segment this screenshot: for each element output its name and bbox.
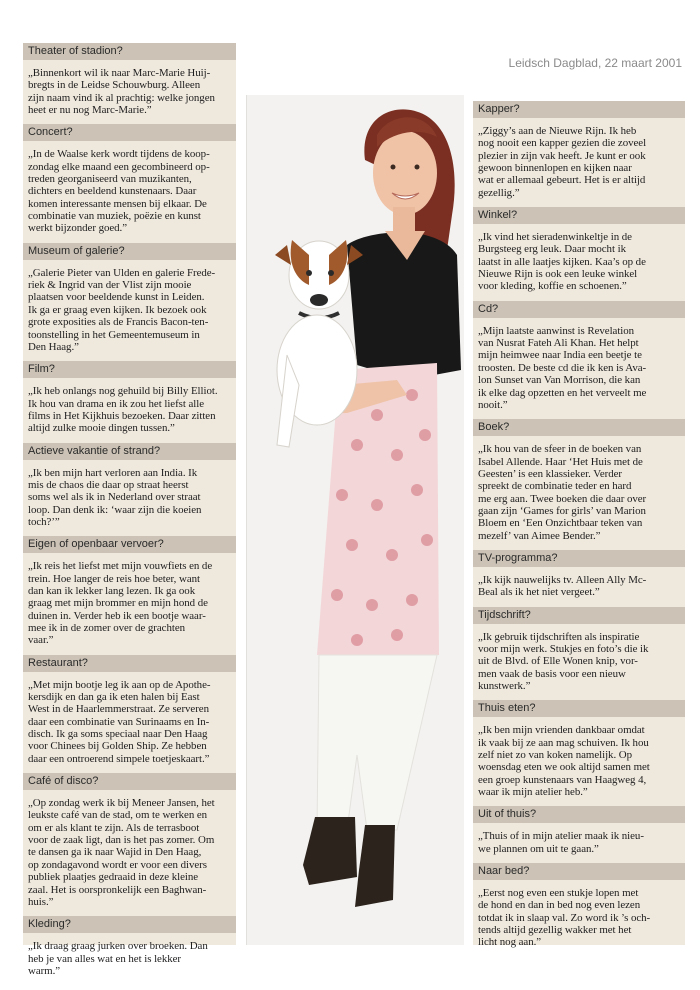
answer-line: te dansen ga ik naar Wajid in Den Haag, <box>28 846 202 859</box>
question-heading: TV-programma? <box>473 550 685 567</box>
answer-line: „Ik ben mijn vrienden dankbaar omdat <box>478 724 645 737</box>
answer-line: mis de chaos die daar op straat heerst <box>28 478 189 491</box>
answer-line: plezier in zijn vak heeft. Je kunt er ook <box>478 149 646 162</box>
answer-line: toch?’” <box>28 515 60 528</box>
answer-line: bregts in de Leidse Schouwburg. Alleen <box>28 79 201 92</box>
answer-line: treden georganiseerd van muzikanten, <box>28 173 192 186</box>
answer-text <box>473 574 685 599</box>
answer-line: combinatie van muziek, poëzie en kunst <box>28 210 201 223</box>
answer-line: me erg aan. Twee boeken die daar over <box>478 492 647 505</box>
answer-line: kersdijk en dan ga ik eten halen bij East <box>28 691 200 704</box>
question-heading: Kapper? <box>473 101 685 118</box>
question-heading: Thuis eten? <box>473 700 685 717</box>
answer-line: gaan zijn ‘Games for girls’ van Marion <box>478 504 646 517</box>
answer-line: „Eerst nog even een stukje lopen met <box>478 887 639 900</box>
answer-line: dichters en beeldend kunstenaars. Daar <box>28 185 197 198</box>
answer-line: graag met mijn brommer en mijn hond de <box>28 597 208 610</box>
answer-line: men vaak de basis voor een nieuw <box>478 667 626 680</box>
answer-line: publiek plaatjes gedraaid in deze kleine <box>28 871 199 884</box>
answer-line: films in Het Kijkhuis bezoeken. Daar zitten <box>28 409 216 422</box>
answer-line: nooit.” <box>478 398 508 411</box>
answer-text <box>23 267 236 353</box>
answer-line: voor de zaak ligt, dan is het pas zomer. Om <box>28 834 215 847</box>
answer-line: Bloem en ‘Een Onzichtbaar teken van <box>478 517 643 530</box>
answer-line: voor Chinees bij Golden Ship. Ze hebben <box>28 740 207 753</box>
answer-line: soms wel als ik in Nederland over straat <box>28 491 201 504</box>
answer-line: „Met mijn bootje leg ik aan op de Apothe- <box>28 678 211 691</box>
answer-line: „Op zondag werk ik bij Meneer Jansen, het <box>28 797 215 810</box>
answer-line: voor kleding, koffie en schoenen.” <box>478 280 627 293</box>
question-heading: Concert? <box>23 124 236 141</box>
answer-line: ik elke dag opzetten en het verveelt me <box>478 386 647 399</box>
answer-line: „Ziggy’s aan de Nieuwe Rijn. Ik heb <box>478 125 637 137</box>
question-heading: Tijdschrift? <box>473 607 685 624</box>
answer-line: daar een combinatie van Surinaams en In- <box>28 715 210 728</box>
answer-line: komen interessante mensen bij elkaar. De <box>28 197 207 210</box>
answer-line: we plannen om uit te gaan.” <box>478 842 599 855</box>
question-heading: Kleding? <box>23 916 236 933</box>
question-heading: Café of disco? <box>23 773 236 790</box>
answer-line: om er als klant te zijn. Als de terrasboot <box>28 821 200 834</box>
question-heading: Restaurant? <box>23 655 236 672</box>
question-heading: Boek? <box>473 419 685 436</box>
answer-line: licht nog aan.” <box>478 936 542 949</box>
answer-line: Nieuwe Rijn is ook een leuke winkel <box>478 268 638 281</box>
answer-line: voor mijn werk. Stukjes en foto’s die ik <box>478 642 649 655</box>
answer-text <box>473 724 685 798</box>
answer-line: „Ik vind het sieradenwinkeltje in de <box>478 231 632 244</box>
answer-line: Beal als ik het niet vergeet.” <box>478 586 600 599</box>
answer-line: mezelf’ van Aimee Bender.” <box>478 529 601 542</box>
answer-line: mee ik in de zomer over de grachten <box>28 622 185 634</box>
answer-line: vaar.” <box>28 634 54 647</box>
answer-line: tends altijd gezellig wakker met het <box>478 924 632 937</box>
answer-line: loop. Dan denk ik: ‘waar zijn die koeien <box>28 503 202 516</box>
answer-text <box>23 679 236 765</box>
source-caption: Leidsch Dagblad, 22 maart 2001 <box>508 56 682 70</box>
answer-line: mijn heimwee naar India een beetje te <box>478 349 642 362</box>
question-heading: Eigen of openbaar vervoer? <box>23 536 236 553</box>
answer-line: „Ik hou van de sfeer in de boeken van <box>478 443 642 456</box>
portrait-photo <box>246 95 464 945</box>
question-heading: Theater of stadion? <box>23 43 236 60</box>
answer-text <box>473 631 685 693</box>
answer-line: altijd zulke mooie dingen tussen.” <box>28 422 175 435</box>
answer-line: troosten. De beste cd die ik ken is Ava- <box>478 361 647 374</box>
answer-line: gezellig.” <box>478 186 520 199</box>
question-heading: Museum of galerie? <box>23 243 236 260</box>
answer-text <box>473 325 685 411</box>
question-heading: Cd? <box>473 301 685 318</box>
answer-text <box>23 467 236 529</box>
answer-line: Den Haag.” <box>28 340 79 353</box>
answer-line: de hond en dan in bed nog even lezen <box>478 899 641 912</box>
answer-line: Ik hou van drama en ik zou het liefst alle <box>28 397 205 410</box>
answer-line: „Mijn laatste aanwinst is Revelation <box>478 324 635 337</box>
answer-line: huis.” <box>28 895 54 908</box>
answer-line: werkt bijzonder goed.” <box>28 222 127 235</box>
question-heading: Uit of thuis? <box>473 806 685 823</box>
answer-line: uit de Blvd. of Elle Wonen knip, vor- <box>478 655 638 668</box>
answer-line: duinen in. Verder heb ik een bootje waar- <box>28 609 206 622</box>
answer-text <box>473 231 685 293</box>
answer-text <box>23 148 236 234</box>
answer-line: laatst in alle laatjes kijken. Kaa’s op de <box>478 255 646 268</box>
answer-line: gewoon binnenlopen en kijken naar <box>478 162 632 175</box>
answer-line: zijn naam vind ik al prachtig: welke jongen <box>28 91 215 104</box>
answer-text <box>473 443 685 542</box>
left-qa-column <box>23 43 236 977</box>
answer-text <box>23 385 236 434</box>
answer-text <box>23 560 236 646</box>
answer-line: zelf niet zo van koken namelijk. Op <box>478 749 632 762</box>
question-heading: Naar bed? <box>473 863 685 880</box>
answer-line: ik vaak bij ze aan mag schuiven. Ik hou <box>478 736 649 749</box>
answer-line: warm.” <box>28 964 61 977</box>
answer-line: lon Sunset van Van Morrison, die kan <box>478 374 641 387</box>
answer-line: Isabel Allende. Haar ‘Het Huis met de <box>478 455 643 468</box>
answer-text <box>23 940 236 977</box>
woman-with-dog-illustration <box>247 95 464 945</box>
question-heading: Winkel? <box>473 207 685 224</box>
right-qa-column <box>473 101 685 949</box>
answer-line: waar ik mijn atelier heb.” <box>478 786 588 799</box>
answer-line: disch. Ik ga soms speciaal naar Den Haag <box>28 728 208 741</box>
answer-line: „Ik draag graag jurken over broeken. Dan <box>28 940 208 953</box>
answer-line: totdat ik in slaap val. Zo word ik ’s och- <box>478 911 651 924</box>
answer-line: zaal. Het is oorspronkelijk een Baghwan- <box>28 883 207 896</box>
answer-line: Burgsteeg erg leuk. Daar mocht ik <box>478 243 626 256</box>
question-heading: Actieve vakantie of strand? <box>23 443 236 460</box>
answer-line: heb je van alles wat en het is lekker <box>28 952 181 965</box>
answer-line: op zondagavond wordt er voor een divers <box>28 858 207 871</box>
answer-line: heet er nu nog Marc-Marie.” <box>28 104 152 117</box>
answer-line: nog nooit een kapper gezien die zoveel <box>478 137 647 150</box>
answer-line: grote exposities als de Francis Bacon-ten- <box>28 316 209 329</box>
answer-line: een groep kunstenaars van Haagweg 4, <box>478 773 647 786</box>
answer-line: trein. Hoe langer de reis hoe beter, want <box>28 572 200 585</box>
answer-line: „Ik kijk nauwelijks tv. Alleen Ally Mc- <box>478 573 647 586</box>
answer-line: „Binnenkort wil ik naar Marc-Marie Huij- <box>28 67 211 79</box>
answer-line: „Ik ben mijn hart verloren aan India. Ik <box>28 466 198 479</box>
answer-line: „Thuis of in mijn atelier maak ik nieu- <box>478 830 644 843</box>
answer-line: dan kan ik lekker lang lezen. Ik ga ook <box>28 584 196 597</box>
answer-line: leukste café van de stad, om te werken en <box>28 809 208 822</box>
answer-text <box>473 125 685 199</box>
answer-text <box>473 887 685 949</box>
question-heading: Film? <box>23 361 236 378</box>
answer-line: „In de Waalse kerk wordt tijdens de koop- <box>28 148 210 161</box>
answer-line: spreekt de combinatie teder en hard <box>478 480 632 493</box>
answer-line: daar een ontroerend simpele toetjeskaart.” <box>28 752 210 765</box>
answer-line: riek & Ingrid van der Vlist zijn mooie <box>28 279 192 292</box>
answer-text <box>23 797 236 908</box>
answer-line: „Ik gebruik tijdschriften als inspiratie <box>478 630 640 643</box>
answer-line: West in de Haarlemmerstraat. Ze serveren <box>28 703 209 716</box>
answer-line: van Nusrat Fateh Ali Khan. Het helpt <box>478 337 639 350</box>
answer-line: Ik ga er graag even kijken. Ik bezoek ook <box>28 303 207 316</box>
answer-line: kunstwerk.” <box>478 680 531 692</box>
answer-line: wat er allemaal gebeurt. Het is er altijd <box>478 174 646 187</box>
answer-line: zondag elke maand een gecombineerd op- <box>28 160 210 173</box>
answer-line: toonstelling in het Gemeentemuseum in <box>28 328 200 341</box>
answer-line: plaatsen voor beeldende kunst in Leiden. <box>28 291 205 304</box>
answer-line: „Ik reis het liefst met mijn vouwfiets en de <box>28 560 213 573</box>
answer-line: „Ik heb onlangs nog gehuild bij Billy Elliot. <box>28 385 218 398</box>
answer-text <box>23 67 236 116</box>
answer-line: woensdag eten we ook altijd samen met <box>478 761 650 774</box>
answer-line: „Galerie Pieter van Ulden en galerie Frede- <box>28 266 216 279</box>
answer-line: Geesten’ is een klassieker. Verder <box>478 467 622 480</box>
answer-text <box>473 830 685 855</box>
